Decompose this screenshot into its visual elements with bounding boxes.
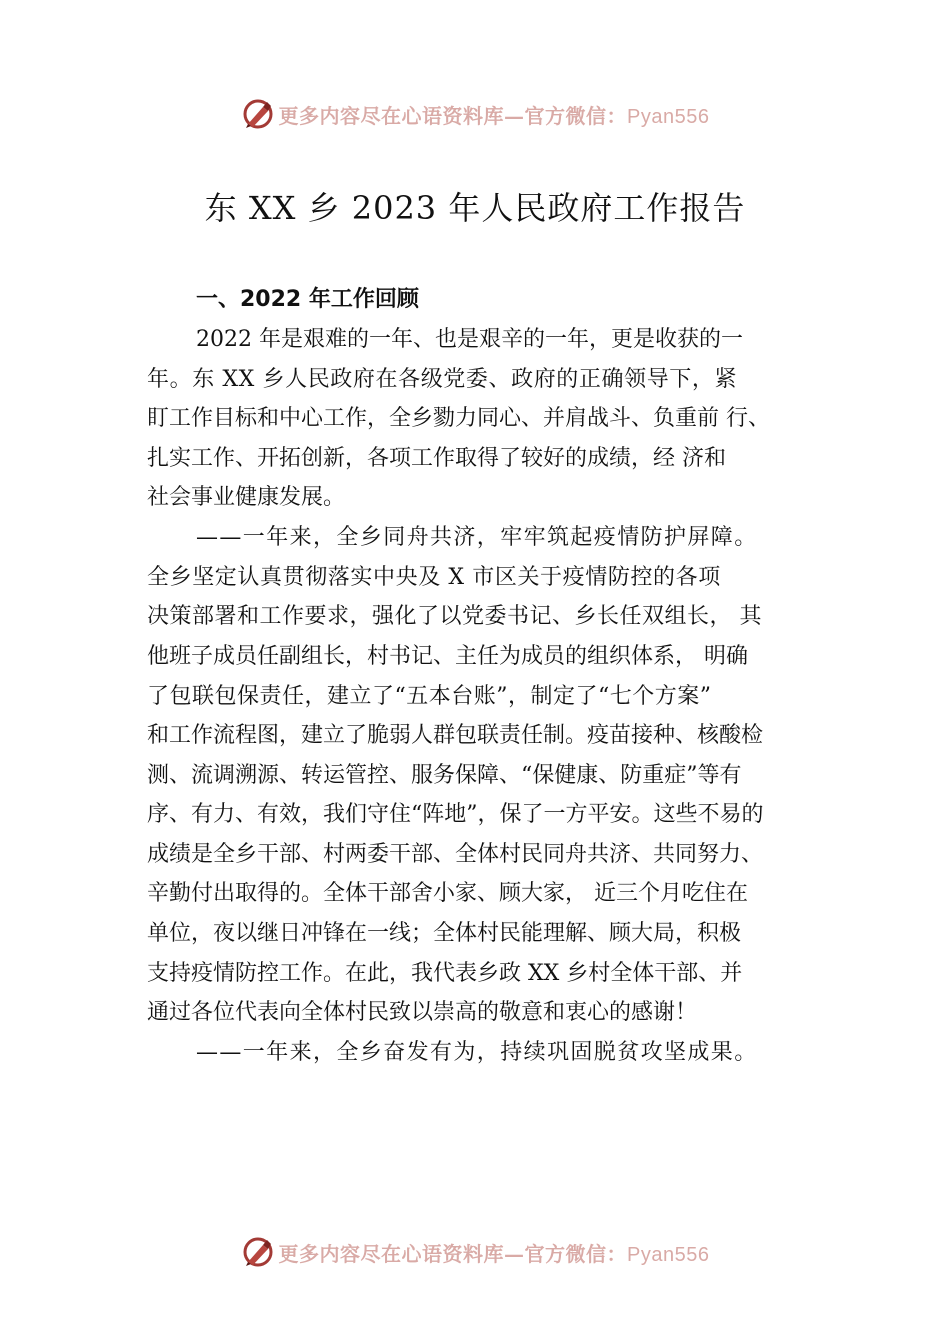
paragraph-line: ——一年来，全乡奋发有为，持续巩固脱贫攻坚成果。 xyxy=(196,1040,758,1065)
paragraph-line: 成绩是全乡干部、村两委干部、全体村民同舟共济、共同努力、 xyxy=(147,842,764,867)
paragraph-line: 序、有力、有效，我们守住“阵地”，保了一方平安。这些不易的 xyxy=(147,802,764,827)
watermark-footer xyxy=(0,1232,950,1272)
paragraph-line: 了包联包保责任，建立了“五本台账”，制定了“七个方案” xyxy=(147,684,712,709)
watermark-text: 更多内容尽在心语资料库—官方微信：Pyan556 xyxy=(278,1241,710,1266)
paragraph-line: 年。东 XX 乡人民政府在各级党委、政府的正确领导下，紧 xyxy=(147,367,738,392)
paragraph-line: 社会事业健康发展。 xyxy=(147,485,346,510)
paragraph-line: 和工作流程图，建立了脆弱人群包联责任制。疫苗接种、核酸检 xyxy=(147,723,764,748)
paragraph-line: 他班子成员任副组长，村书记、主任为成员的组织体系， 明确 xyxy=(147,644,748,669)
paragraph-line: 扎实工作、开拓创新，各项工作取得了较好的成绩，经 济和 xyxy=(147,446,726,471)
pen-logo-icon xyxy=(241,1235,275,1269)
document-title: 东 XX 乡 2023 年人民政府工作报告 xyxy=(204,189,746,227)
section-heading: 一、2022 年工作回顾 xyxy=(196,287,419,312)
watermark-text: 更多内容尽在心语资料库—官方微信：Pyan556 xyxy=(278,103,710,128)
paragraph-line: 盯工作目标和中心工作，全乡勠力同心、并肩战斗、负重前 行、 xyxy=(147,406,770,431)
paragraph-line: 辛勤付出取得的。全体干部舍小家、顾大家， 近三个月吃住在 xyxy=(147,881,748,906)
paragraph-line: 单位，夜以继日冲锋在一线；全体村民能理解、顾大局，积极 xyxy=(147,921,742,946)
paragraph-line: 测、流调溯源、转运管控、服务保障、“保健康、防重症”等有 xyxy=(147,763,742,788)
paragraph-line: 决策部署和工作要求，强化了以党委书记、乡长任双组长， 其 xyxy=(147,604,762,629)
paragraph-line: 支持疫情防控工作。在此，我代表乡政 XX 乡村全体干部、并 xyxy=(147,961,743,986)
pen-logo-icon xyxy=(241,97,275,131)
paragraph-line: ——一年来，全乡同舟共济，牢牢筑起疫情防护屏障。 xyxy=(196,525,758,550)
paragraph-line: 2022 年是艰难的一年、也是艰辛的一年，更是收获的一 xyxy=(196,327,743,352)
watermark-header xyxy=(0,94,950,134)
paragraph-line: 通过各位代表向全体村民致以崇高的敬意和衷心的感谢！ xyxy=(147,1000,698,1025)
paragraph-line: 全乡坚定认真贯彻落实中央及 X 市区关于疫情防控的各项 xyxy=(147,565,721,590)
